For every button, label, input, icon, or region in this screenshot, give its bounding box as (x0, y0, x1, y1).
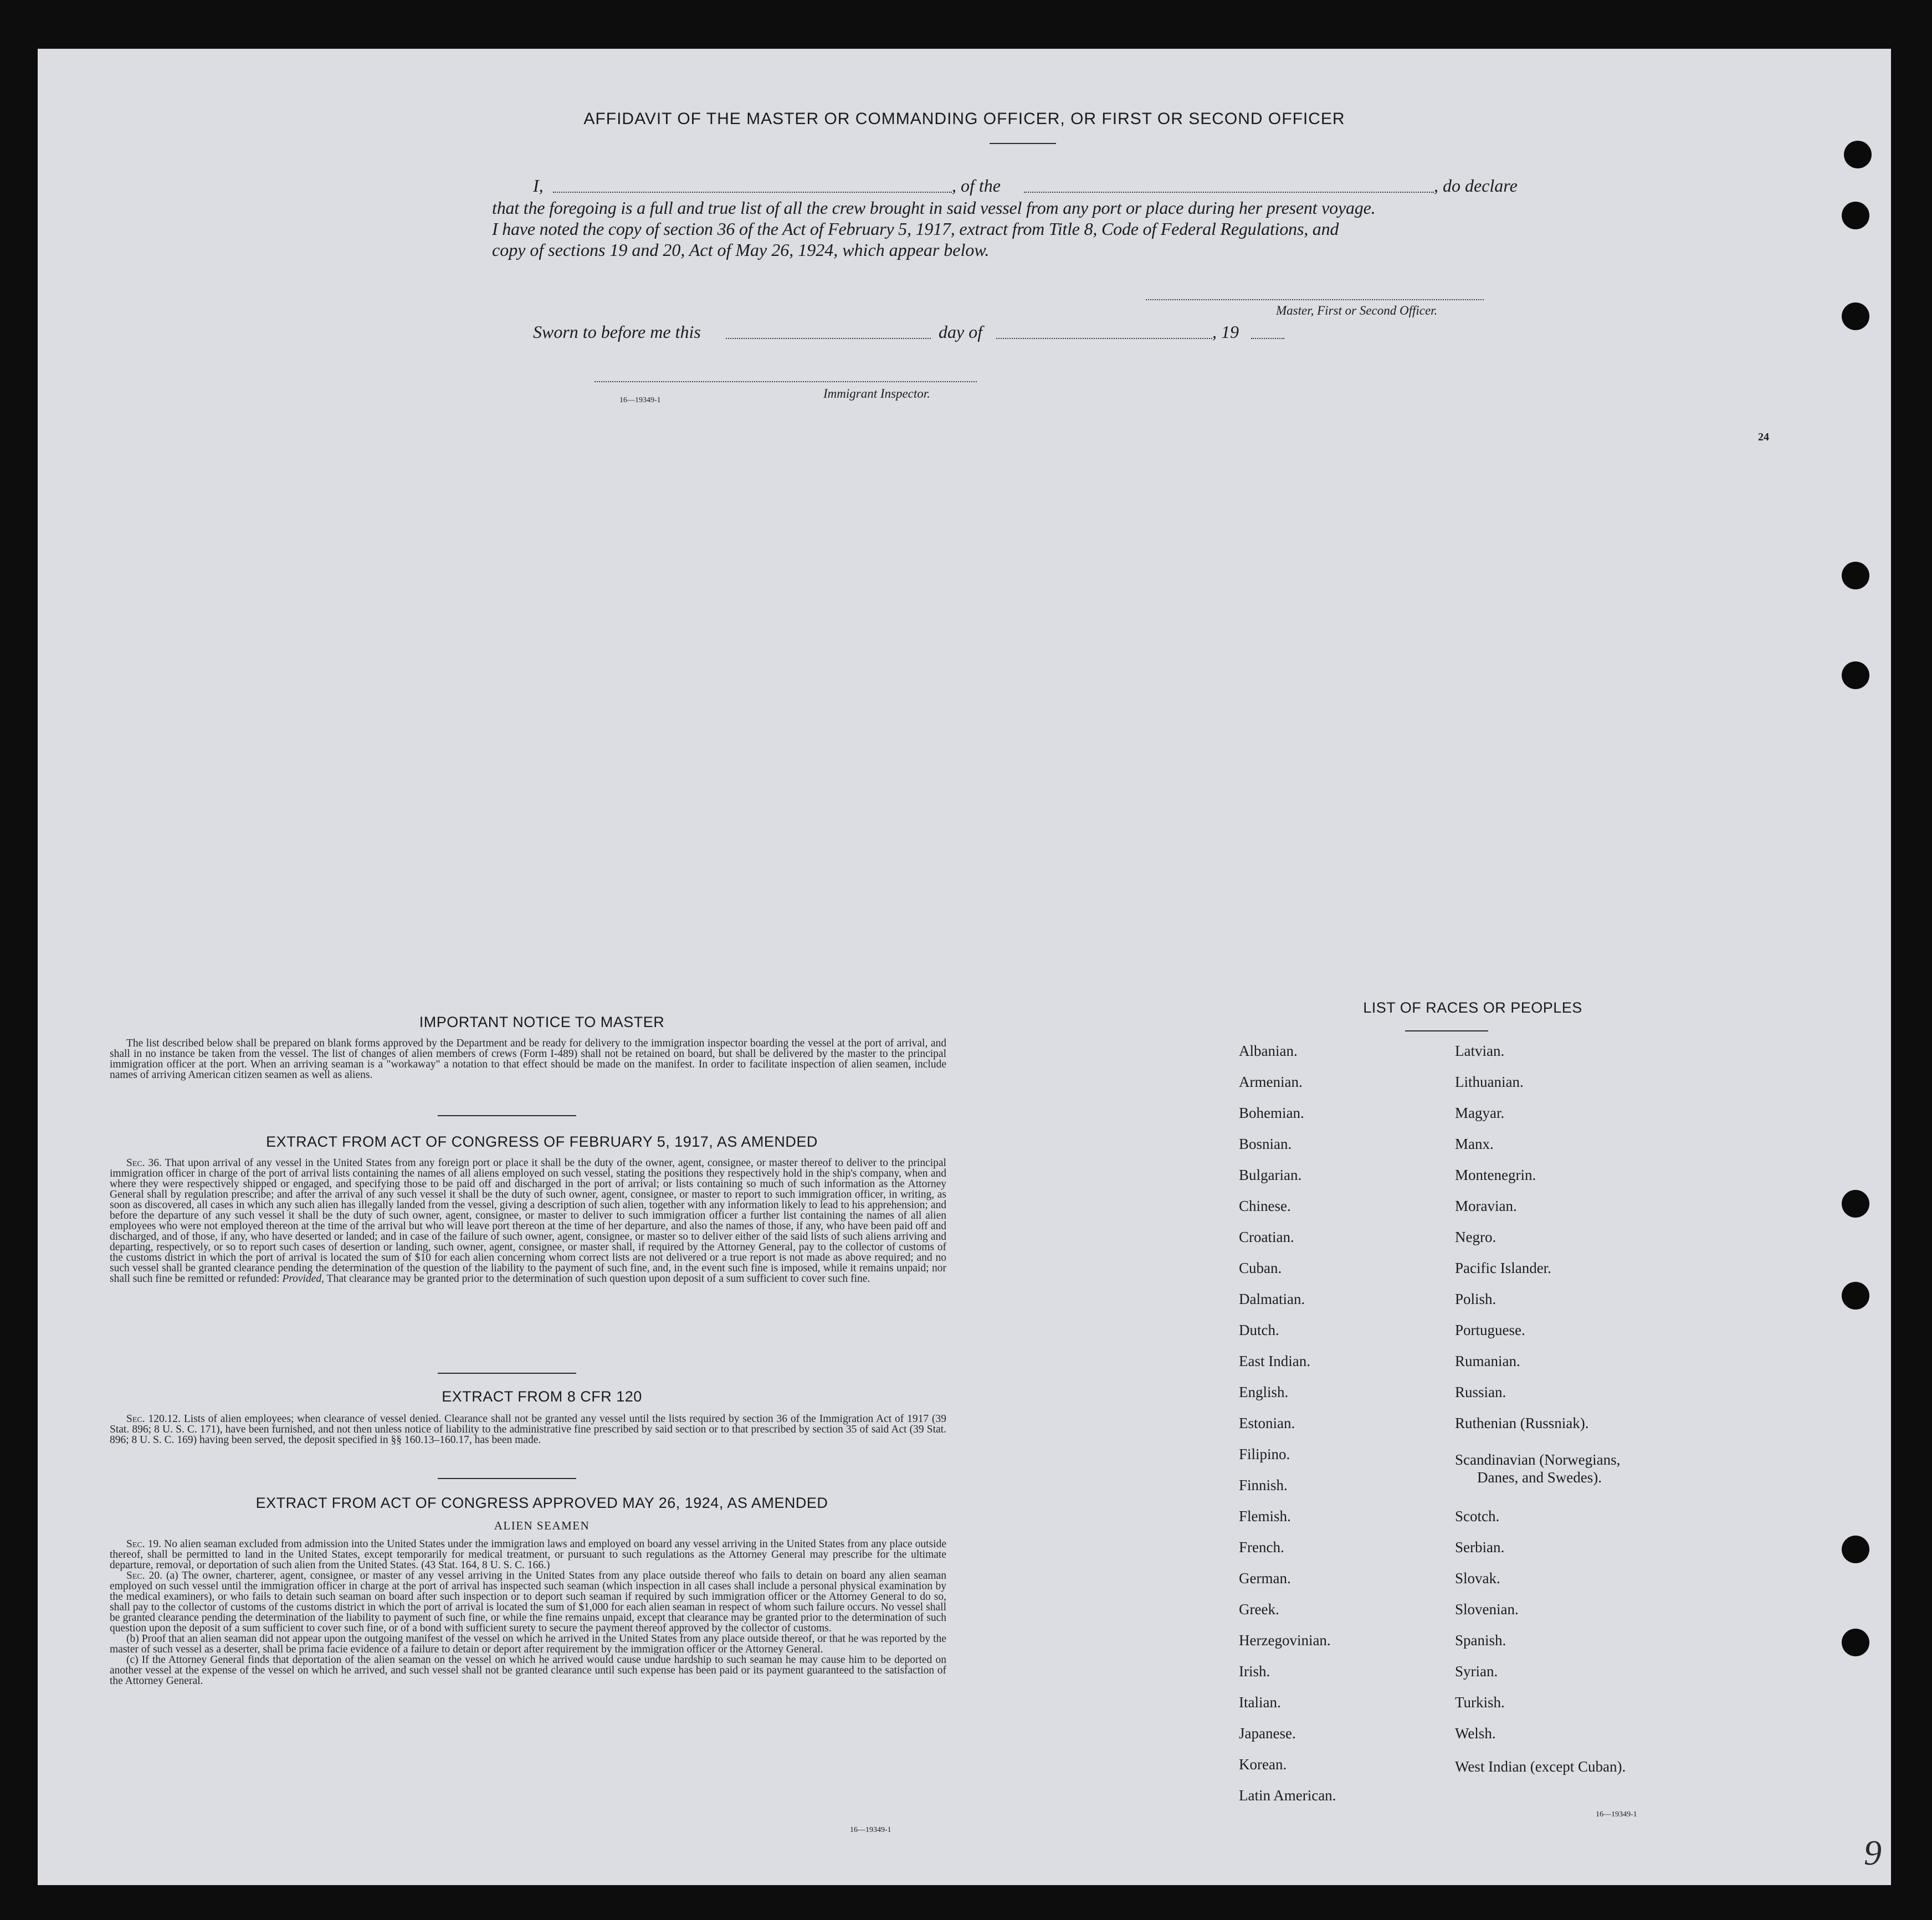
extract-cfr-body (110, 1414, 946, 1445)
section-divider (438, 1478, 576, 1479)
race-item: Albanian. (1239, 1043, 1298, 1059)
race-item: Finnish. (1239, 1477, 1288, 1493)
race-item: Turkish. (1455, 1694, 1505, 1711)
notice-paragraph: The list described below shall be prepared on blank forms approved by the Department and be ready for delivery to the immigration inspector boarding the vessel at the port of arrival, and shall in no instance be taken from the vessel. The list of changes of alien members of crews (Form I-489) shall not be retained on board, but shall be delivered by the master to the principal immigration officer at the port. When an arriving seaman is a "workaway" a notation to that effect should be made on the manifest. In order to facilitate inspection of alien seamen, include names of arriving American citizen seamen as well as aliens. (110, 1038, 946, 1081)
inspector-signature-field[interactable] (595, 381, 977, 382)
i-label: I, (533, 176, 544, 196)
binder-hole (1842, 562, 1869, 589)
extract-1924-title: EXTRACT FROM ACT OF CONGRESS APPROVED MAY 26, 1924, AS AMENDED (255, 1495, 828, 1511)
sworn-year-field[interactable] (1251, 338, 1284, 339)
race-item: Serbian. (1455, 1539, 1505, 1555)
extract-cfr-title: EXTRACT FROM 8 CFR 120 (442, 1388, 642, 1405)
section-divider (438, 1373, 576, 1374)
race-item: Flemish. (1239, 1508, 1291, 1524)
extract-1924-body (110, 1539, 946, 1686)
race-item: Latvian. (1455, 1043, 1505, 1059)
race-item: Bohemian. (1239, 1105, 1304, 1121)
race-item: Polish. (1455, 1291, 1497, 1307)
race-item: Spanish. (1455, 1632, 1506, 1649)
day-of-label: day of (939, 322, 983, 342)
race-item: Herzegovinian. (1239, 1632, 1331, 1649)
race-item: Montenegrin. (1455, 1167, 1536, 1183)
race-item: German. (1239, 1570, 1291, 1587)
vessel-field[interactable] (1024, 192, 1434, 193)
race-item: West Indian (except Cuban). (1455, 1758, 1626, 1775)
race-item: Filipino. (1239, 1446, 1290, 1462)
of-the-label: , of the (952, 176, 1001, 196)
affidavit-form-number: 16—19349-1 (619, 396, 661, 404)
race-item: Scotch. (1455, 1508, 1500, 1524)
binder-hole (1842, 1536, 1869, 1563)
races-title: LIST OF RACES OR PEOPLES (1363, 999, 1582, 1016)
race-item: Moravian. (1455, 1198, 1517, 1214)
race-item: Irish. (1239, 1663, 1270, 1680)
sec-19-label: Sec. 19. (126, 1538, 162, 1550)
notice-title: IMPORTANT NOTICE TO MASTER (419, 1014, 665, 1030)
race-item: Latin American. (1239, 1787, 1336, 1804)
binder-hole (1842, 1629, 1869, 1656)
races-title-underline (1405, 1030, 1488, 1031)
races-right-column (1455, 1043, 1699, 1829)
race-item: Danes, and Swedes). (1477, 1469, 1602, 1486)
sworn-line (492, 321, 1268, 343)
sec-19-text: No alien seaman excluded from admission into the United States under the immigration laws and employed on board any vessel arriving in the United States from any place outside thereof, shall be permitted to land in the United States, except temporarily for medical treatment, or pursuant to such regulations as the Attorney General may prescribe for the ultimate departure, removal, or deportation of such alien from the United States. (43 Stat. 164, 8 U. S. C. 166.) (110, 1538, 947, 1571)
declaration-line-4: copy of sections 19 and 20, Act of May 26, 1924, which appear below. (492, 240, 990, 260)
race-item: Italian. (1239, 1694, 1281, 1711)
race-item: Armenian. (1239, 1074, 1303, 1090)
master-signature-field[interactable] (1146, 299, 1484, 300)
declaration-line-1 (492, 175, 1531, 197)
sec-20c-text: (c) If the Attorney General finds that deportation of the alien seaman on the vessel on which he arrived would cause undue hardship to such seaman he may cause him to be deported on another vessel at the expense of the vessel on which he arrived, and such vessel shall not be granted clearance until such expense has been paid or its payment guaranteed to the satisfaction of the Attorney General. (110, 1654, 946, 1687)
document-page (38, 49, 1891, 1885)
inspector-label: Immigrant Inspector. (823, 387, 930, 401)
name-field[interactable] (553, 192, 952, 193)
extract-1924-subtitle: ALIEN SEAMEN (494, 1519, 590, 1532)
race-item: Korean. (1239, 1756, 1287, 1773)
binder-hole (1844, 141, 1872, 168)
sec-20b-text: (b) Proof that an alien seaman did not appear upon the outgoing manifest of the vessel on which he arrived in the United States from any place outside thereof, or that he was reported by the master of such vessel as a deserter, shall be prima facie evidence of a failure to detain or deport after requirement by the immigration officer or the Attorney General. (110, 1633, 946, 1655)
race-item: Ruthenian (Russniak). (1455, 1415, 1589, 1431)
master-signature-label: Master, First or Second Officer. (1276, 304, 1438, 317)
extract-1917-title: EXTRACT FROM ACT OF CONGRESS OF FEBRUARY 5, 1917, AS AMENDED (266, 1133, 818, 1150)
race-item: English. (1239, 1384, 1289, 1400)
year-label: , 19 (1212, 322, 1239, 342)
race-item: French. (1239, 1539, 1284, 1555)
sec-36-label: Sec. 36. (126, 1157, 162, 1169)
race-item: Portuguese. (1455, 1322, 1525, 1338)
races-form-number: 16—19349-1 (1596, 1810, 1637, 1819)
race-item: Scandinavian (Norwegians, (1455, 1451, 1621, 1468)
races-left-column (1239, 1043, 1449, 1829)
race-item: Bulgarian. (1239, 1167, 1302, 1183)
race-item: Japanese. (1239, 1725, 1296, 1742)
race-item: Lithuanian. (1455, 1074, 1524, 1090)
race-item: Rumanian. (1455, 1353, 1520, 1369)
sec-36-text: That upon arrival of any vessel in the United States from any foreign port or place it shall be the duty of the owner, agent, consignee, or master thereof to deliver to the principal immigration officer in charge of the port of arrival lists containing the names of all aliens employed on such vessel, stating the positions they respectively hold in the ship's company, when and where they were respectively shipped or engaged, and specifying those to be paid off and discharged in the port of arrival; or lists containing so much of such information as the Attorney General shall by regulation prescribe; and after the arrival of any such vessel it shall be the duty of such owner, agent, consignee, or master to report to such immigration officer, in writing, as soon as discovered, all cases in which any such alien has illegally landed from the vessel, giving a description of such alien, together with any information likely to lead to his apprehension; and before the departure of any such vessel it shall be the duty of such owner, agent, consignee, or master to deliver to such immigration officer a further list containing the names of all alien employees who were not employed thereon at the time of the arrival but who will leave port thereon at the time of her departure, and also the names of those, if any, who have been paid off and discharged, and of those, if any, who have deserted or landed; and in case of the failure of such owner, agent, consignee, or master so to deliver either of the said lists of such aliens arriving and departing, respectively, or so to report such cases of desertion or landing, such owner, agent, consignee, or master shall, if required by the Attorney General, pay to the collector of customs of the customs district in which the port of arrival is located the sum of $10 for each alien concerning whom correct lists are not delivered or a true report is not made as above required; and no such vessel shall be granted clearance pending the determination of the question of the liability to the payment of such fine, and, in the event such fine is imposed, while it remains unpaid; nor shall such fine be remitted or refunded: (110, 1157, 946, 1285)
sec-120-label: Sec. 120.12. (126, 1413, 181, 1425)
race-item: Chinese. (1239, 1198, 1291, 1214)
provided-label: Provided, (282, 1273, 324, 1285)
race-item: East Indian. (1239, 1353, 1310, 1369)
race-item: Magyar. (1455, 1105, 1505, 1121)
race-item: Russian. (1455, 1384, 1506, 1400)
sec-120-text: Lists of alien employees; when clearance of vessel denied. Clearance shall not be granted any vessel until the lists required by section 36 of the Immigration Act of 1917 (39 Stat. 896; 8 U. S. C. 171), have been furnished, and not then unless notice of liability to the administrative fine prescribed by said section or to that prescribed by section 35 of said Act (39 Stat. 896; 8 U. S. C. 169) having been served, the deposit specified in §§ 160.13–160.17, has been made. (110, 1413, 946, 1446)
title-underline (990, 143, 1056, 144)
sworn-label: Sworn to before me this (533, 322, 701, 342)
section-divider (438, 1115, 576, 1116)
sec-36-text-end: That clearance may be granted prior to the determination of such question upon deposit of a sum sufficient to cover such fine. (326, 1273, 870, 1285)
race-item: Croatian. (1239, 1229, 1294, 1245)
binder-hole (1842, 202, 1869, 229)
sworn-month-field[interactable] (996, 338, 1212, 339)
race-item: Greek. (1239, 1601, 1279, 1618)
binder-hole (1842, 302, 1869, 330)
race-item: Estonian. (1239, 1415, 1295, 1431)
sec-20a-text: (a) The owner, charterer, agent, consignee, or master of any vessel arriving in the United States from any place outside thereof who fails to detain on board any alien seaman employed on such vessel until the immigration officer in charge at the port of arrival has inspected such seaman (which inspection in all cases shall include a personal physical examination by the medical examiners), or who fails to detain such seaman on board after such inspection or to deport such seaman if required by such immigration officer or the Attorney General to do so, shall pay to the collector of customs of the customs district in which the port of arrival is located the sum of $1,000 for each alien seaman in respect of whom such failure occurs. No vessel shall be granted clearance pending the determination of the liability to payment of such fine, or while the fine remains unpaid, except that clearance may be granted prior to the determination of such question upon the deposit of a sum sufficient to cover such fine, or of a bond with sufficient surety to secure the payment thereof approved by the collector of customs. (110, 1570, 946, 1634)
race-item: Slovak. (1455, 1570, 1500, 1587)
race-item: Welsh. (1455, 1725, 1496, 1742)
sworn-date-field[interactable] (726, 338, 931, 339)
declaration-line-3: I have noted the copy of section 36 of the Act of February 5, 1917, extract from Title 8, Code of Federal Regulations, and (492, 219, 1339, 239)
race-item: Dalmatian. (1239, 1291, 1305, 1307)
race-item: Slovenian. (1455, 1601, 1519, 1618)
declaration-line-2: that the foregoing is a full and true list of all the crew brought in said vessel from any port or place during her present voyage. (492, 198, 1376, 218)
margin-mark: 24 (1758, 431, 1769, 443)
race-item: Negro. (1455, 1229, 1497, 1245)
binder-hole (1842, 1282, 1869, 1310)
page-mark: 9 (1864, 1833, 1882, 1872)
binder-hole (1842, 661, 1869, 689)
extract-form-number: 16—19349-1 (850, 1826, 891, 1834)
affidavit-title: AFFIDAVIT OF THE MASTER OR COMMANDING OFFICER, OR FIRST OR SECOND OFFICER (583, 110, 1345, 128)
race-item: Manx. (1455, 1136, 1494, 1152)
do-declare-label: , do declare (1434, 176, 1518, 196)
race-item: Bosnian. (1239, 1136, 1292, 1152)
notice-body (110, 1038, 946, 1080)
sec-20-label: Sec. 20. (126, 1570, 162, 1582)
race-item: Pacific Islander. (1455, 1260, 1551, 1276)
race-item: Dutch. (1239, 1322, 1279, 1338)
race-item: Cuban. (1239, 1260, 1282, 1276)
race-item: Syrian. (1455, 1663, 1498, 1680)
extract-1917-body (110, 1158, 946, 1284)
binder-hole (1842, 1190, 1869, 1218)
